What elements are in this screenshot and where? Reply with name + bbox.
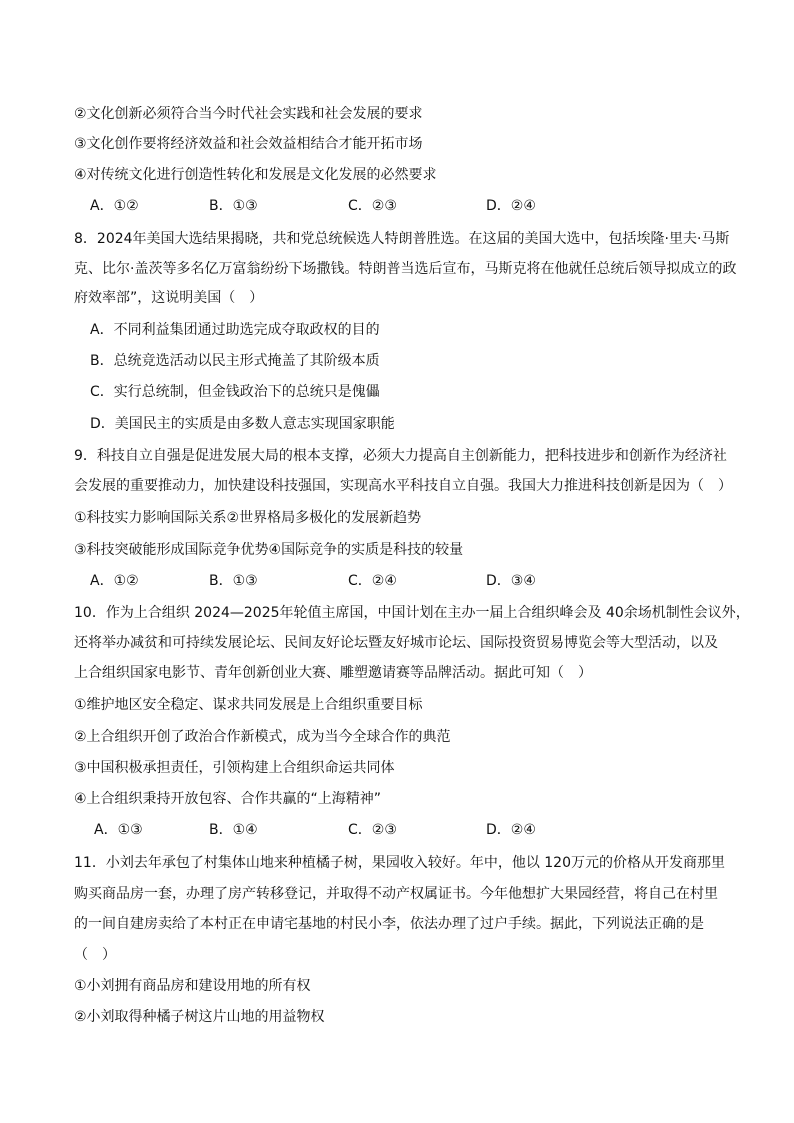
q9-option-d: D．③④ bbox=[486, 573, 536, 589]
q7-option-b: B．①③ bbox=[209, 198, 258, 214]
q9-option-b: B．①③ bbox=[209, 573, 258, 589]
q9-stem-line-2: 会发展的重要推动力，加快建设科技强国，实现高水平科技自立自强。我国大力推进科技创新是因为（ ） bbox=[74, 478, 732, 494]
q8-stem-line-3: 府效率部”，这说明美国（ ） bbox=[74, 290, 264, 306]
q11-stem-line-1: 11．小刘去年承包了村集体山地来种植橘子树，果园收入较好。年中，他以 120万元的价格从开发商那里 bbox=[74, 855, 725, 871]
q10-statement-2: ②上合组织开创了政治合作新模式，成为当今全球合作的典范 bbox=[74, 729, 451, 745]
q9-option-c: C．②④ bbox=[348, 573, 397, 589]
q10-stem-line-1: 10．作为上合组织 2024—2025年轮值主席国，中国计划在主办一届上合组织峰会及 40余场机制性会议外， bbox=[74, 605, 750, 621]
q11-stem-line-2: 购买商品房一套，办理了房产转移登记，并取得不动产权属证书。今年他想扩大果园经营，将自己在村里 bbox=[74, 886, 718, 902]
q8-stem-line-1: 8．2024年美国大选结果揭晓，共和党总统候选人特朗普胜选。在这届的美国大选中，包括埃隆·里夫·马斯 bbox=[74, 231, 730, 247]
q8-choice-d: D．美国民主的实质是由多数人意志实现国家职能 bbox=[90, 416, 395, 432]
q8-choice-b: B．总统竞选活动以民主形式掩盖了其阶级本质 bbox=[90, 353, 380, 369]
q7-statement-3: ③文化创作要将经济效益和社会效益相结合才能开拓市场 bbox=[74, 136, 423, 152]
q10-statement-1: ①维护地区安全稳定、谋求共同发展是上合组织重要目标 bbox=[74, 697, 423, 713]
q10-option-c: C．②③ bbox=[348, 822, 397, 838]
q10-statement-4: ④上合组织秉持开放包容、合作共赢的“上海精神” bbox=[74, 791, 382, 807]
q7-option-a: A．①② bbox=[90, 198, 139, 214]
q8-choice-a: A．不同利益集团通过助选完成夺取政权的目的 bbox=[90, 322, 380, 338]
q7-option-d: D．②④ bbox=[486, 198, 536, 214]
q8-stem-line-2: 克、比尔·盖茨等多名亿万富翁纷纷下场撒钱。特朗普当选后宣布，马斯克将在他就任总统后领导拟成立的政 bbox=[74, 261, 737, 277]
q10-option-a: A．①③ bbox=[94, 822, 143, 838]
q10-stem-line-2: 还将举办减贫和可持续发展论坛、民间友好论坛暨友好城市论坛、国际投资贸易博览会等大型活动，以及 bbox=[74, 635, 718, 651]
q9-option-a: A．①② bbox=[90, 573, 139, 589]
q8-choice-c: C．实行总统制，但金钱政治下的总统只是傀儡 bbox=[90, 384, 380, 400]
q10-stem-line-3: 上合组织国家电影节、青年创新创业大赛、雕塑邀请赛等品牌活动。据此可知（ ） bbox=[74, 665, 592, 681]
q10-option-b: B．①④ bbox=[209, 822, 258, 838]
q11-stem-line-3: 的一间自建房卖给了本村正在申请宅基地的村民小李，依法办理了过户手续。据此，下列说法正确的是 bbox=[74, 916, 704, 932]
q11-stem-line-4: （ ） bbox=[74, 947, 116, 963]
q9-statement-line-1: ①科技实力影响国际关系②世界格局多极化的发展新趋势 bbox=[74, 510, 422, 526]
q11-statement-2: ②小刘取得种橘子树这片山地的用益物权 bbox=[74, 1009, 325, 1025]
q7-statement-2: ②文化创新必须符合当今时代社会实践和社会发展的要求 bbox=[74, 106, 423, 122]
q9-statement-line-2: ③科技突破能形成国际竞争优势④国际竞争的实质是科技的较量 bbox=[74, 542, 464, 558]
q11-statement-1: ①小刘拥有商品房和建设用地的所有权 bbox=[74, 978, 311, 994]
q7-option-c: C．②③ bbox=[348, 198, 397, 214]
q9-stem-line-1: 9．科技自立自强是促进发展大局的根本支撑，必须大力提高自主创新能力，把科技进步和创新作为经济社 bbox=[74, 448, 727, 464]
q10-statement-3: ③中国积极承担责任，引领构建上合组织命运共同体 bbox=[74, 760, 395, 776]
q10-option-d: D．②④ bbox=[486, 822, 536, 838]
q7-statement-4: ④对传统文化进行创造性转化和发展是文化发展的必然要求 bbox=[74, 167, 437, 183]
